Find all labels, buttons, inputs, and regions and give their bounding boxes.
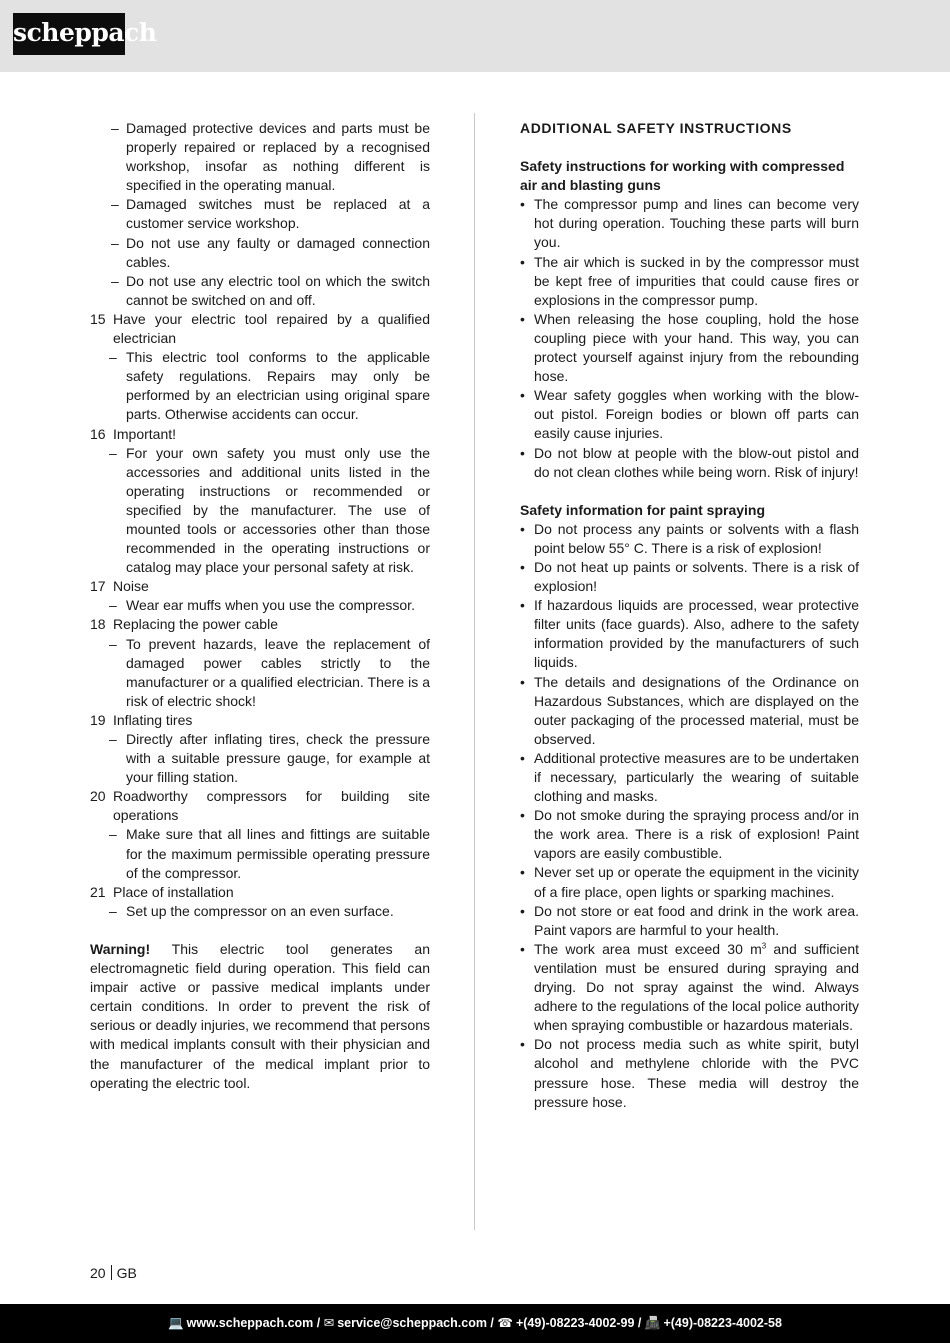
scheppach-logo: scheppach xyxy=(13,13,125,55)
computer-icon: 💻 xyxy=(168,1316,184,1330)
dash-item: – For your own safety you must only use the accessories and additional units listed in the operating instructions or recommended or specified by the manufacturer. The use of mounted tools or accessories other than those recommended in the operating instructions or catalog may place your personal safety at risk. xyxy=(109,444,430,576)
dash-item: – Wear ear muffs when you use the compressor. xyxy=(109,597,415,614)
bullet-item: • When releasing the hose coupling, hold the hose coupling piece with your hand. This way, you can protect yourself against injury from the rebounding hose. xyxy=(520,310,859,385)
bullet-item: • Do not blow at people with the blow-out pistol and do not clean clothes while being worn. Risk of injury! xyxy=(520,444,859,480)
dash-item: – To prevent hazards, leave the replacement of damaged power cables strictly to the manufacturer or a qualified electrician. There is a risk of electric shock! xyxy=(109,635,430,709)
warning-paragraph xyxy=(90,940,430,1093)
numbered-item: 17 Noise xyxy=(90,578,149,595)
paint-spraying-list xyxy=(520,520,859,940)
phone-icon: ☎ xyxy=(497,1316,513,1330)
dash-item: – Directly after inflating tires, check the pressure with a suitable pressure gauge, for example at your filling station. xyxy=(109,731,430,786)
footer-bar: 💻 www.scheppach.com / ✉ service@scheppach.com / ☎ +(49)-08223-4002-99 / 📠 +(49)-08223-4002-58 xyxy=(0,1304,950,1343)
numbered-item: 16 Important! xyxy=(90,425,177,442)
bullet-item: • The air which is sucked in by the compressor must be kept free of impurities that could cause fires or explosions in the compressor pump. xyxy=(520,253,859,308)
bullet-item: • Do not heat up paints or solvents. There is a risk of explosion! xyxy=(520,558,859,595)
dash-item: – Set up the compressor on an even surface. xyxy=(109,902,394,919)
bullet-item: • The details and designations of the Ordinance on Hazardous Substances, which are displayed on the outer packaging of the processed material, must be observed. xyxy=(520,673,859,747)
dash-item: – Do not use any electric tool on which the switch cannot be switched on and off. xyxy=(111,272,430,308)
warning-text: This electric tool generates an electromagnetic field during operation. This field can impair active or passive medical implants under certain conditions. In order to prevent the risk of serious or deadly injuries, we recommend that persons with medical implants consult with their physician and the manufacturer of the medical implant prior to operating the electric tool. xyxy=(90,940,430,1091)
website-link[interactable]: www.scheppach.com xyxy=(186,1316,314,1330)
header-band xyxy=(0,0,950,72)
email-link[interactable]: service@scheppach.com xyxy=(337,1316,487,1330)
envelope-icon: ✉ xyxy=(323,1316,335,1330)
bullet-item: • Additional protective measures are to be undertaken if necessary, particularly the wearing of suitable clothing and masks. xyxy=(520,749,859,805)
right-column xyxy=(520,119,859,1112)
bullet-item: • Do not process media such as white spirit, butyl alcohol and methylene chloride with the PVC pressure hose. These media will destroy the pressure hose. xyxy=(520,1036,859,1110)
left-column xyxy=(90,119,430,1093)
numbered-item: 21 Place of installation xyxy=(90,883,234,900)
numbered-item: 15 Have your electric tool repaired by a qualified electrician xyxy=(90,310,430,347)
bullet-item: • If hazardous liquids are processed, wear protective filter units (face guards). Also, adhere to the safety information provided by the manufacturers of such liquids. xyxy=(520,597,859,671)
warning-label: Warning! xyxy=(90,940,151,957)
fax-icon: 📠 xyxy=(644,1316,661,1330)
numbered-item: 20 Roadworthy compressors for building site operations xyxy=(90,788,430,824)
page-number: 20 GB xyxy=(90,1265,137,1281)
bullet-item: • Do not process any paints or solvents with a flash point below 55° C. There is a risk of explosion! xyxy=(520,520,859,556)
compressed-air-list xyxy=(520,195,859,481)
numbered-item: 18 Replacing the power cable xyxy=(90,616,278,633)
dash-item: – Make sure that all lines and fittings are suitable for the maximum permissible operating pressure of the compressor. xyxy=(109,826,430,881)
section-heading: ADDITIONAL SAFETY INSTRUCTIONS xyxy=(520,120,792,136)
compressed-air-title: Safety instructions for working with compressed air and blasting guns xyxy=(520,158,845,194)
bullet-item: • Do not store or eat food and drink in the work area. Paint vapors are harmful to your health. xyxy=(520,902,859,938)
fax-number: +(49)-08223-4002-58 xyxy=(663,1316,782,1330)
numbered-item: 19 Inflating tires xyxy=(90,711,193,728)
bullet-item: • Never set up or operate the equipment in the vicinity of a fire place, open lights or sparking machines. xyxy=(520,864,859,900)
dash-item: – This electric tool conforms to the applicable safety regulations. Repairs may only be performed by an electrician using original spare parts. Otherwise accidents can occur. xyxy=(109,349,430,423)
bullet-item: • Wear safety goggles when working with the blow-out pistol. Foreign bodies or blown off parts can easily cause injuries. xyxy=(520,387,859,442)
bullet-item: • The compressor pump and lines can become very hot during operation. Touching these parts will burn you. xyxy=(520,196,859,251)
left-list xyxy=(90,119,430,921)
dash-item: – Damaged switches must be replaced at a customer service workshop. xyxy=(111,196,430,232)
dash-item: – Do not use any faulty or damaged connection cables. xyxy=(111,234,430,270)
column-divider xyxy=(474,113,475,1230)
dash-item: – Damaged protective devices and parts must be properly repaired or replaced by a recognised workshop, insofar as nothing different is specified in the operating manual. xyxy=(111,120,430,194)
phone-number: +(49)-08223-4002-99 xyxy=(515,1316,635,1330)
bullet-item: • The work area must exceed 30 $m^3$ and sufficient ventilation must be ensured during spraying and drying. Do not spray against the wind. Always adhere to the regulations of the local police authority when spraying combustible or hazardous materials. xyxy=(520,940,859,1034)
bullet-item: • Do not smoke during the spraying process and/or in the work area. There is a risk of explosion! Paint vapors are easily combustible. xyxy=(520,807,859,862)
paint-spraying-title: Safety information for paint spraying xyxy=(520,501,766,518)
